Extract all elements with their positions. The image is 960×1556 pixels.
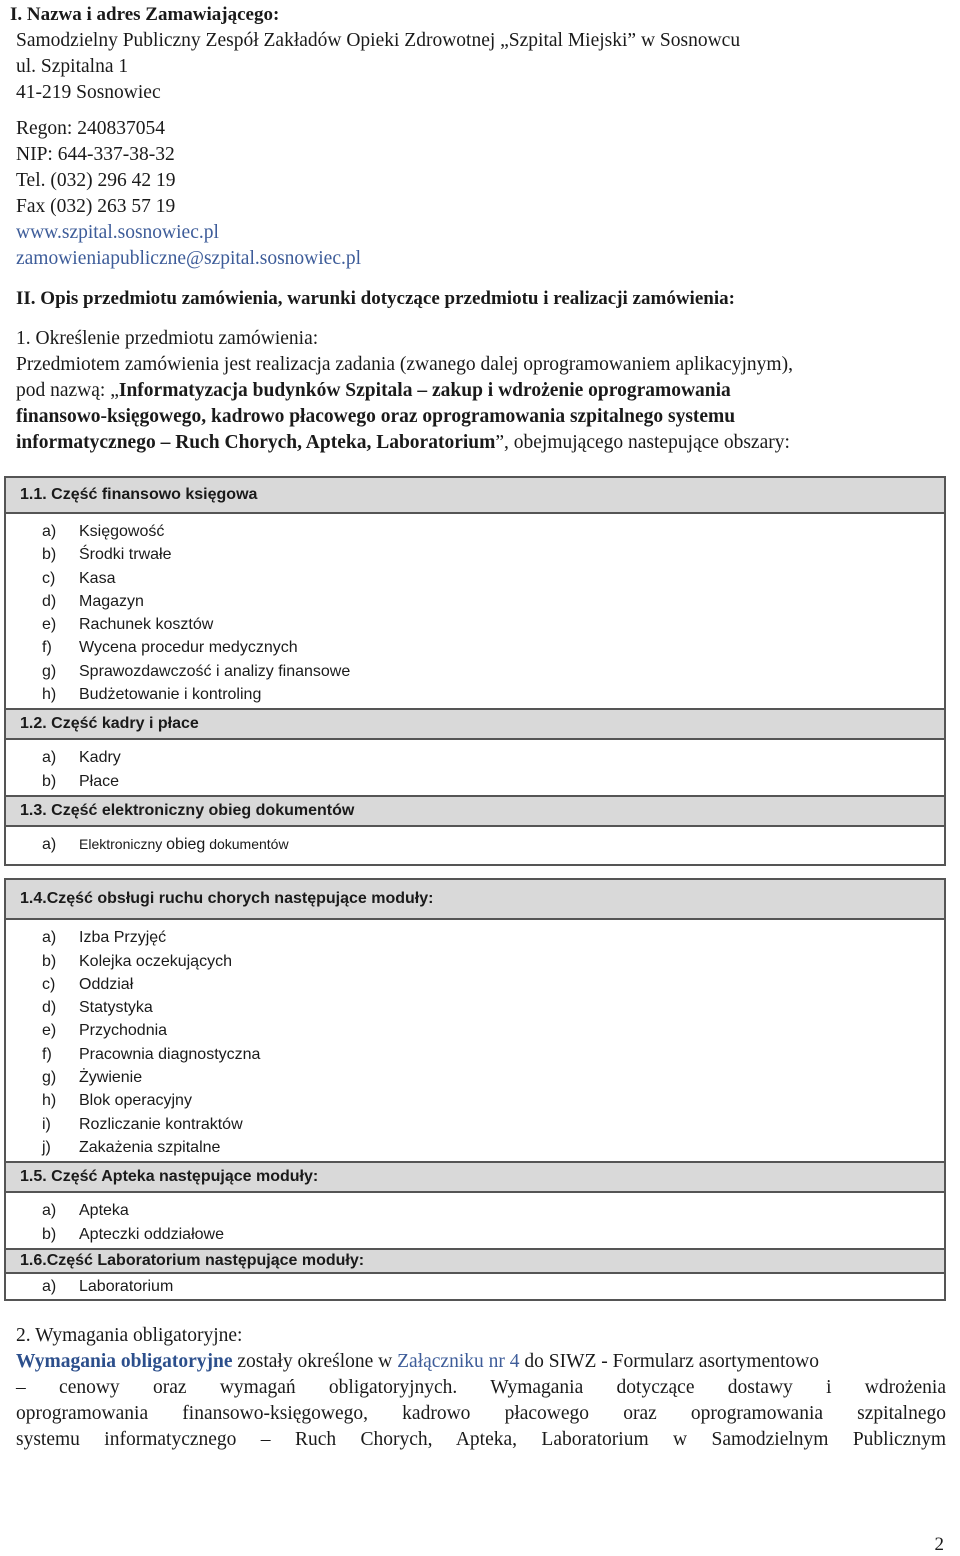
- hospital-name: Samodzielny Publiczny Zespół Zakładów Opieki Zdrowotnej „Szpital Miejski” w Sosnowcu: [16, 30, 741, 51]
- list-item: [42, 1019, 944, 1042]
- item-letter: a): [42, 523, 57, 540]
- list-item: [42, 1199, 944, 1222]
- item-letter: c): [42, 975, 56, 993]
- text: pod nazwą: „: [16, 380, 119, 401]
- item-letter: a): [42, 1277, 57, 1295]
- list-item: [42, 950, 944, 973]
- list-item: [42, 520, 944, 543]
- item-letter: f): [42, 639, 52, 657]
- item-letter: d): [42, 999, 57, 1017]
- item-label: Blok operacyjny: [79, 1092, 192, 1110]
- list-item: [42, 590, 944, 613]
- item-label: Rozliczanie kontraktów: [79, 1115, 243, 1133]
- item-label: Płace: [79, 772, 120, 790]
- project-name-end: informatycznego – Ruch Chorych, Apteka, Laboratorium: [16, 432, 496, 453]
- item-label: Kolejka oczekujących: [79, 952, 232, 970]
- item-label: Wycena procedur medycznych: [79, 639, 298, 657]
- item-label: Kadry: [79, 749, 121, 767]
- item-letter: a): [42, 1202, 57, 1220]
- module-5-head: 1.5. Część Apteka następujące moduły:: [5, 1162, 945, 1192]
- module-1-list: [5, 513, 945, 709]
- list-item: [42, 1275, 944, 1298]
- item-label: Rachunek kosztów: [79, 616, 214, 634]
- item-letter: c): [42, 569, 56, 587]
- item-label: Księgowość: [79, 523, 165, 540]
- item-letter: j): [42, 1138, 51, 1156]
- list-item: [42, 567, 944, 590]
- item-label: Przychodnia: [79, 1022, 168, 1040]
- item-label: Elektroniczny: [79, 835, 167, 852]
- list-item: [42, 1113, 944, 1136]
- street: ul. Szpitalna 1: [16, 56, 129, 77]
- module-5-list: [5, 1192, 945, 1249]
- text: zostały określone w: [232, 1351, 398, 1373]
- list-item: [42, 1089, 944, 1112]
- requirements-line-1: [16, 1349, 946, 1375]
- item-label: Pracownia diagnostyczna: [79, 1045, 261, 1063]
- module-3-head: 1.3. Część elektroniczny obieg dokumentów: [5, 796, 945, 826]
- city: 41-219 Sosnowiec: [16, 82, 161, 103]
- project-name-part: Informatyzacja budynków Szpitala – zakup i wdrożenie oprogramowania: [118, 380, 731, 401]
- item-letter: i): [42, 1115, 51, 1133]
- subject-line-4: [16, 430, 946, 456]
- item-letter: a): [42, 749, 57, 767]
- module-6-list: [5, 1273, 945, 1300]
- item-letter: b): [42, 772, 57, 790]
- list-item: [42, 543, 944, 566]
- module-4-head: 1.4.Część obsługi ruchu chorych następujące moduły:: [5, 879, 945, 919]
- list-item: [42, 1136, 944, 1159]
- item-label: Oddział: [79, 975, 134, 993]
- spacer: [5, 865, 945, 879]
- item-label: Żywienie: [79, 1069, 143, 1087]
- module-2-list: [5, 739, 945, 796]
- requirements-line-2: – cenowy oraz wymagań obligatoryjnych. Wymagania dotyczące dostawy i wdrożenia: [16, 1377, 946, 1399]
- text: ”, obejmującego nastepujące obszary:: [495, 432, 790, 453]
- document-page: [10, 0, 946, 1453]
- list-item: [42, 746, 944, 769]
- item-letter: a): [42, 929, 57, 947]
- attachment-link[interactable]: Załączniku nr 4: [397, 1351, 520, 1373]
- module-2-head: 1.2. Część kadry i płace: [5, 709, 945, 739]
- subject-heading: 1. Określenie przedmiotu zamówienia:: [16, 328, 319, 349]
- item-label: Budżetowanie i kontroling: [79, 686, 262, 704]
- list-item: [42, 683, 944, 706]
- subject-line-3: finansowo-księgowego, kadrowo płacowego oraz oprogramowania szpitalnego systemu: [16, 406, 736, 427]
- section-2-title: II. Opis przedmiotu zamówienia, warunki dotyczące przedmiotu i realizacji zamówienia:: [16, 288, 735, 309]
- item-label: Kasa: [79, 569, 116, 587]
- page-number: 2: [934, 1534, 944, 1555]
- item-letter: b): [42, 952, 57, 970]
- website-link[interactable]: www.szpital.sosnowiec.pl: [16, 222, 219, 243]
- item-letter: g): [42, 1069, 57, 1087]
- item-letter: g): [42, 662, 57, 680]
- item-letter: b): [42, 546, 57, 564]
- list-item: [42, 660, 944, 683]
- item-label: Apteczki oddziałowe: [79, 1225, 224, 1243]
- requirements-term: Wymagania obligatoryjne: [16, 1351, 233, 1373]
- section-1-title: I. Nazwa i adres Zamawiającego:: [10, 4, 280, 25]
- item-letter: h): [42, 686, 57, 704]
- list-item: [42, 613, 944, 636]
- item-letter: a): [42, 835, 57, 853]
- list-item: [42, 1043, 944, 1066]
- requirements-line-4: systemu informatycznego – Ruch Chorych, Apteka, Laboratorium w Samodzielnym Publicznym: [16, 1429, 946, 1451]
- item-label: Magazyn: [79, 592, 144, 610]
- item-label: dokumentów: [205, 835, 289, 852]
- subject-line-2: [16, 378, 946, 404]
- item-label: Statystyka: [79, 999, 153, 1017]
- subject-line-1: Przedmiotem zamówienia jest realizacja zadania (zwanego dalej oprogramowaniem aplikacyjnym),: [16, 354, 793, 375]
- nip: NIP: 644-337-38-32: [16, 144, 175, 165]
- list-item: [42, 636, 944, 659]
- list-item: [42, 833, 944, 856]
- item-label: Zakażenia szpitalne: [79, 1138, 221, 1156]
- item-letter: e): [42, 616, 57, 634]
- fax: Fax (032) 263 57 19: [16, 196, 176, 217]
- module-1-head: 1.1. Część finansowo księgowa: [5, 477, 945, 513]
- list-item: [42, 996, 944, 1019]
- item-label: Izba Przyjęć: [79, 929, 167, 947]
- modules-table: [4, 476, 946, 1301]
- module-3-list: [5, 826, 945, 865]
- item-label: Środki trwałe: [79, 546, 172, 564]
- requirements-heading: 2. Wymagania obligatoryjne:: [16, 1325, 243, 1347]
- module-6-head: 1.6.Część Laboratorium następujące moduły:: [5, 1249, 945, 1273]
- item-letter: f): [42, 1045, 52, 1063]
- list-item: [42, 973, 944, 996]
- item-label: Apteka: [79, 1202, 129, 1220]
- tel: Tel. (032) 296 42 19: [16, 170, 176, 191]
- module-4-list: [5, 919, 945, 1162]
- item-letter: b): [42, 1225, 57, 1243]
- item-label: Laboratorium: [79, 1277, 174, 1295]
- item-label: obieg: [166, 835, 206, 853]
- list-item: [42, 770, 944, 793]
- requirements-line-3: oprogramowania finansowo-księgowego, kadrowo płacowego oraz oprogramowania szpitalnego: [16, 1403, 946, 1425]
- text: do SIWZ - Formularz asortymentowo: [519, 1351, 819, 1373]
- item-label: Sprawozdawczość i analizy finansowe: [79, 662, 351, 680]
- list-item: [42, 926, 944, 949]
- email-link[interactable]: zamowieniapubliczne@szpital.sosnowiec.pl: [16, 248, 362, 269]
- list-item: [42, 1066, 944, 1089]
- item-letter: h): [42, 1092, 57, 1110]
- item-letter: d): [42, 592, 57, 610]
- item-letter: e): [42, 1022, 57, 1040]
- list-item: [42, 1223, 944, 1246]
- regon: Regon: 240837054: [16, 118, 165, 139]
